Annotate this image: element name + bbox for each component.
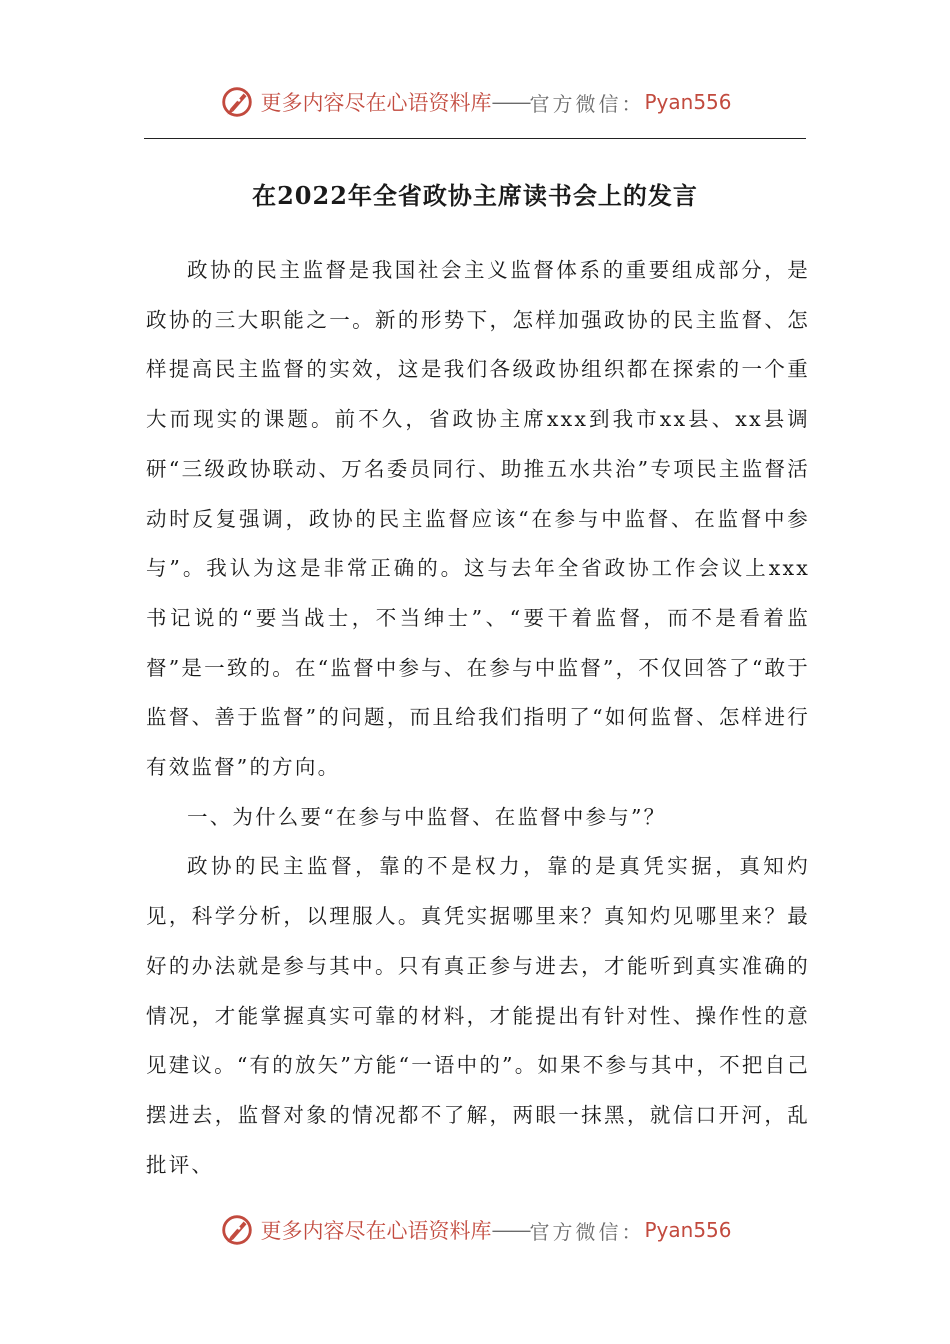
watermark-main-text: 更多内容尽在心语资料库 (260, 91, 492, 115)
watermark-wechat-id: Pyan556 (644, 1218, 732, 1242)
pen-nib-logo-icon (218, 1211, 256, 1249)
watermark-main-text: 更多内容尽在心语资料库 (260, 1219, 492, 1243)
watermark-separator-2: — (510, 1218, 530, 1242)
section-heading: 一、为什么要“在参与中监督、在监督中参与”？ (187, 804, 667, 829)
watermark-separator-2: — (510, 90, 530, 114)
watermark-wechat-id: Pyan556 (644, 90, 732, 114)
document-body (146, 246, 810, 1190)
paragraph: 政协的民主监督，靠的不是权力，靠的是真凭实据，真知灼见，科学分析，以理服人。真凭实据哪里来？真知灼见哪里来？最好的办法就是参与其中。只有真正参与进去，才能听到真实准确的情况，才能掌握真实可靠的材料，才能提出有针对性、操作性的意见建议。“有的放矢”方能“一语中的”。如果不参与其中，不把自己摆进去，监督对象的情况都不了解，两眼一抹黑，就信口开河，乱批评、 (146, 854, 810, 1177)
watermark-banner-bottom (0, 1208, 950, 1252)
watermark-label: 官方微信： (529, 1219, 645, 1244)
watermark-label: 官方微信： (529, 91, 645, 116)
watermark-separator: — (491, 90, 511, 114)
watermark-banner-top (0, 80, 950, 124)
document-title: 在2022年全省政协主席读书会上的发言 (252, 181, 698, 210)
watermark-separator: — (491, 1218, 511, 1242)
pen-nib-logo-icon (218, 83, 256, 121)
header-rule (144, 138, 806, 139)
paragraph: 政协的民主监督是我国社会主义监督体系的重要组成部分，是政协的三大职能之一。新的形势下，怎样加强政协的民主监督、怎样提高民主监督的实效，这是我们各级政协组织都在探索的一个重大而现实的课题。前不久，省政协主席xxx到我市xx县、xx县调研“三级政协联动、万名委员同行、助推五水共治”专项民主监督活动时反复强调，政协的民主监督应该“在参与中监督、在监督中参与”。我认为这是非常正确的。这与去年全省政协工作会议上xxx书记说的“要当战士，不当绅士”、“要干着监督，而不是看着监督”是一致的。在“监督中参与、在参与中监督”，不仅回答了“敢于监督、善于监督”的问题，而且给我们指明了“如何监督、怎样进行有效监督”的方向。 (146, 258, 810, 780)
